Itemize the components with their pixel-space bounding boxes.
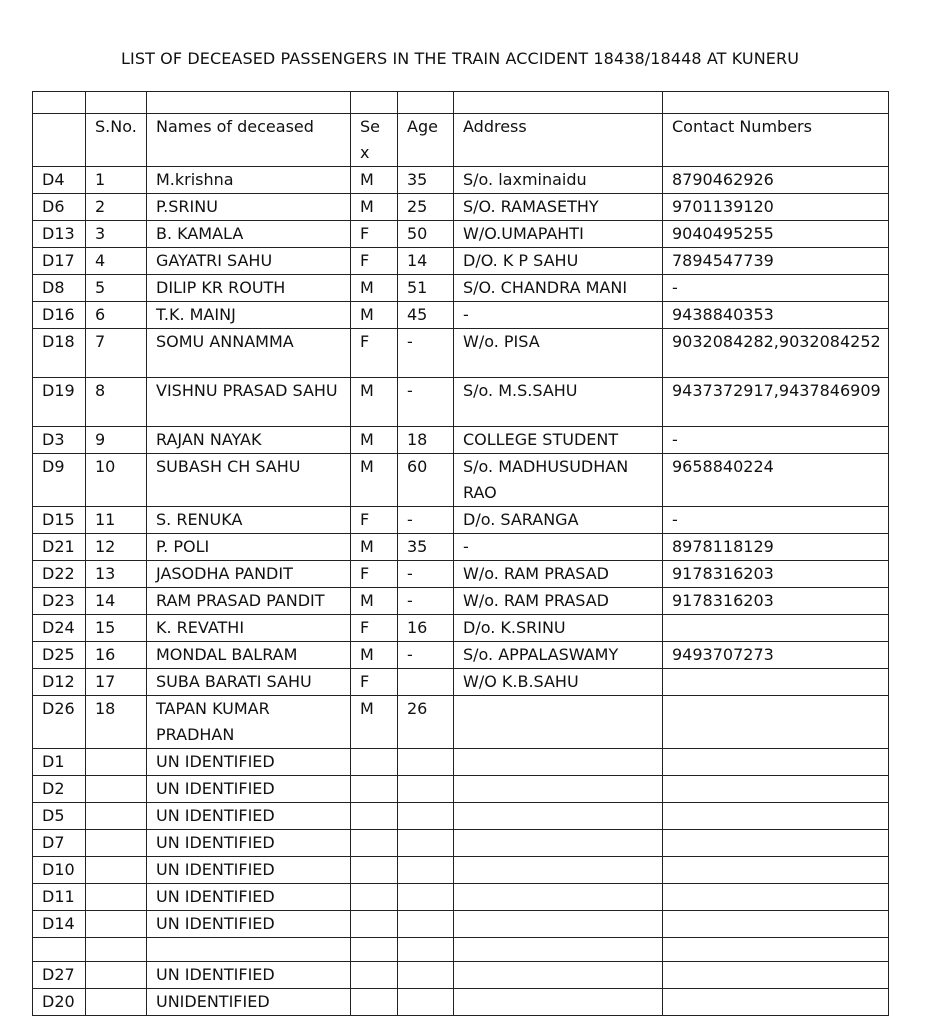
body-no-cell: D8 [33, 275, 86, 302]
body-no-cell: D7 [33, 830, 86, 857]
sex-cell: F [351, 329, 398, 378]
table-row [33, 830, 889, 857]
sex-cell: M [351, 302, 398, 329]
contact-number-cell: 9437372917,9437846909 [663, 378, 889, 427]
serial-number-cell [86, 830, 147, 857]
contact-number-cell: - [663, 427, 889, 454]
header-sex-line1: Se [360, 117, 380, 136]
body-no-cell: D5 [33, 803, 86, 830]
serial-number-cell: 15 [86, 615, 147, 642]
age-cell: - [398, 507, 454, 534]
sex-cell: M [351, 454, 398, 507]
serial-number-cell: 3 [86, 221, 147, 248]
age-cell: 35 [398, 167, 454, 194]
sex-cell: M [351, 275, 398, 302]
table-row [33, 561, 889, 588]
serial-number-cell [86, 962, 147, 989]
address-cell: S/o. laxminaidu [454, 167, 663, 194]
header-row [33, 114, 889, 167]
address-cell: S/O. RAMASETHY [454, 194, 663, 221]
spacer-cell [33, 92, 86, 114]
age-cell [398, 749, 454, 776]
serial-number-cell: 8 [86, 378, 147, 427]
sex-cell: F [351, 507, 398, 534]
age-cell [398, 857, 454, 884]
header-name: Names of deceased [147, 114, 351, 167]
contact-number-cell: 8978118129 [663, 534, 889, 561]
deceased-name-cell: SUBA BARATI SAHU [147, 669, 351, 696]
header-sex [351, 114, 398, 167]
serial-number-cell [86, 938, 147, 962]
serial-number-cell [86, 989, 147, 1016]
serial-number-cell: 1 [86, 167, 147, 194]
address-cell: D/O. K P SAHU [454, 248, 663, 275]
serial-number-cell: 14 [86, 588, 147, 615]
table-row [33, 642, 889, 669]
serial-number-cell: 16 [86, 642, 147, 669]
deceased-name-cell: S. RENUKA [147, 507, 351, 534]
serial-number-cell: 10 [86, 454, 147, 507]
table-row [33, 454, 889, 507]
address-cell: W/o. RAM PRASAD [454, 588, 663, 615]
body-no-cell: D2 [33, 776, 86, 803]
deceased-name-cell: SUBASH CH SAHU [147, 454, 351, 507]
deceased-name-cell: UN IDENTIFIED [147, 749, 351, 776]
sex-cell: M [351, 194, 398, 221]
contact-number-cell [663, 669, 889, 696]
sex-cell [351, 911, 398, 938]
body-no-cell: D9 [33, 454, 86, 507]
deceased-list-table [32, 91, 889, 1016]
table-row [33, 248, 889, 275]
serial-number-cell: 6 [86, 302, 147, 329]
spacer-cell [398, 92, 454, 114]
deceased-name-cell: MONDAL BALRAM [147, 642, 351, 669]
body-no-cell: D27 [33, 962, 86, 989]
address-cell: - [454, 534, 663, 561]
table-row [33, 884, 889, 911]
contact-number-cell: - [663, 507, 889, 534]
address-cell [454, 830, 663, 857]
spacer-cell [454, 92, 663, 114]
age-cell [398, 911, 454, 938]
table-row [33, 938, 889, 962]
spacer-cell [663, 92, 889, 114]
age-cell: 18 [398, 427, 454, 454]
age-cell: 35 [398, 534, 454, 561]
body-no-cell: D20 [33, 989, 86, 1016]
table-row [33, 275, 889, 302]
address-cell: S/o. MADHUSUDHAN RAO [454, 454, 663, 507]
body-no-cell: D11 [33, 884, 86, 911]
address-cell: W/O.UMAPAHTI [454, 221, 663, 248]
spacer-cell [351, 92, 398, 114]
sex-cell: F [351, 561, 398, 588]
header-sex-line2: x [360, 143, 370, 162]
contact-number-cell: 9178316203 [663, 561, 889, 588]
address-cell [454, 962, 663, 989]
deceased-name-cell: P.SRINU [147, 194, 351, 221]
sex-cell [351, 830, 398, 857]
contact-number-cell [663, 989, 889, 1016]
serial-number-cell: 17 [86, 669, 147, 696]
age-cell: - [398, 561, 454, 588]
table-row [33, 857, 889, 884]
contact-number-cell: - [663, 275, 889, 302]
deceased-name-cell: UN IDENTIFIED [147, 962, 351, 989]
spacer-cell [86, 92, 147, 114]
contact-number-cell: 7894547739 [663, 248, 889, 275]
serial-number-cell [86, 803, 147, 830]
deceased-name-cell: UN IDENTIFIED [147, 803, 351, 830]
sex-cell: M [351, 427, 398, 454]
address-cell [454, 938, 663, 962]
age-cell: 16 [398, 615, 454, 642]
body-no-cell: D14 [33, 911, 86, 938]
table-row [33, 221, 889, 248]
age-cell: - [398, 329, 454, 378]
contact-number-cell: 9701139120 [663, 194, 889, 221]
address-cell [454, 696, 663, 749]
body-no-cell [33, 938, 86, 962]
sex-cell: M [351, 534, 398, 561]
table-row [33, 989, 889, 1016]
table-row [33, 329, 889, 378]
table-row [33, 302, 889, 329]
age-cell: 60 [398, 454, 454, 507]
deceased-name-cell: M.krishna [147, 167, 351, 194]
age-cell: - [398, 588, 454, 615]
address-cell: W/o. RAM PRASAD [454, 561, 663, 588]
contact-number-cell [663, 749, 889, 776]
address-cell: S/o. APPALASWAMY [454, 642, 663, 669]
serial-number-cell: 2 [86, 194, 147, 221]
spacer-row [33, 92, 889, 114]
address-cell [454, 911, 663, 938]
table-row [33, 194, 889, 221]
age-cell [398, 803, 454, 830]
sex-cell: M [351, 696, 398, 749]
deceased-name-cell: DILIP KR ROUTH [147, 275, 351, 302]
contact-number-cell: 9658840224 [663, 454, 889, 507]
age-cell [398, 776, 454, 803]
spacer-cell [147, 92, 351, 114]
deceased-name-cell: T.K. MAINJ [147, 302, 351, 329]
sex-cell [351, 776, 398, 803]
age-cell: 45 [398, 302, 454, 329]
table-row [33, 378, 889, 427]
deceased-name-cell: UN IDENTIFIED [147, 776, 351, 803]
deceased-name-cell: RAM PRASAD PANDIT [147, 588, 351, 615]
age-cell: 14 [398, 248, 454, 275]
deceased-name-cell: P. POLI [147, 534, 351, 561]
serial-number-cell [86, 884, 147, 911]
contact-number-cell: 9040495255 [663, 221, 889, 248]
table-row [33, 776, 889, 803]
table-row [33, 669, 889, 696]
address-cell: W/o. PISA [454, 329, 663, 378]
header-address: Address [454, 114, 663, 167]
body-no-cell: D17 [33, 248, 86, 275]
address-cell: D/o. K.SRINU [454, 615, 663, 642]
serial-number-cell: 13 [86, 561, 147, 588]
address-cell: D/o. SARANGA [454, 507, 663, 534]
contact-number-cell [663, 615, 889, 642]
table-row [33, 803, 889, 830]
deceased-name-cell: UN IDENTIFIED [147, 884, 351, 911]
contact-number-cell [663, 938, 889, 962]
age-cell: 50 [398, 221, 454, 248]
address-cell [454, 749, 663, 776]
deceased-name-cell: JASODHA PANDIT [147, 561, 351, 588]
age-cell [398, 830, 454, 857]
serial-number-cell [86, 857, 147, 884]
contact-number-cell [663, 962, 889, 989]
address-cell [454, 884, 663, 911]
address-cell [454, 776, 663, 803]
body-no-cell: D26 [33, 696, 86, 749]
address-cell [454, 989, 663, 1016]
contact-number-cell [663, 911, 889, 938]
header-contact: Contact Numbers [663, 114, 889, 167]
age-cell [398, 884, 454, 911]
age-cell [398, 962, 454, 989]
contact-number-cell [663, 857, 889, 884]
serial-number-cell: 5 [86, 275, 147, 302]
table-body [33, 92, 889, 1016]
deceased-name-cell: SOMU ANNAMMA [147, 329, 351, 378]
age-cell [398, 938, 454, 962]
serial-number-cell: 9 [86, 427, 147, 454]
body-no-cell: D22 [33, 561, 86, 588]
deceased-name-cell: UN IDENTIFIED [147, 857, 351, 884]
sex-cell: F [351, 248, 398, 275]
body-no-cell: D18 [33, 329, 86, 378]
sex-cell [351, 803, 398, 830]
serial-number-cell [86, 749, 147, 776]
deceased-name-cell: UNIDENTIFIED [147, 989, 351, 1016]
table-row [33, 534, 889, 561]
sex-cell [351, 962, 398, 989]
age-cell: 51 [398, 275, 454, 302]
deceased-name-cell: B. KAMALA [147, 221, 351, 248]
sex-cell [351, 749, 398, 776]
sex-cell [351, 884, 398, 911]
deceased-name-cell: VISHNU PRASAD SAHU [147, 378, 351, 427]
body-no-cell: D10 [33, 857, 86, 884]
address-cell: S/o. M.S.SAHU [454, 378, 663, 427]
body-no-cell: D16 [33, 302, 86, 329]
table-row [33, 507, 889, 534]
age-cell [398, 669, 454, 696]
serial-number-cell: 4 [86, 248, 147, 275]
body-no-cell: D19 [33, 378, 86, 427]
address-cell: COLLEGE STUDENT [454, 427, 663, 454]
body-no-cell: D23 [33, 588, 86, 615]
body-no-cell: D21 [33, 534, 86, 561]
contact-number-cell: 9178316203 [663, 588, 889, 615]
table-row [33, 962, 889, 989]
sex-cell [351, 938, 398, 962]
deceased-name-cell: UN IDENTIFIED [147, 830, 351, 857]
age-cell: 25 [398, 194, 454, 221]
contact-number-cell: 9438840353 [663, 302, 889, 329]
header-body-no [33, 114, 86, 167]
deceased-name-cell: GAYATRI SAHU [147, 248, 351, 275]
body-no-cell: D25 [33, 642, 86, 669]
contact-number-cell [663, 830, 889, 857]
sex-cell: M [351, 167, 398, 194]
serial-number-cell [86, 911, 147, 938]
age-cell [398, 989, 454, 1016]
address-cell: - [454, 302, 663, 329]
table-row [33, 167, 889, 194]
address-cell [454, 803, 663, 830]
table-row [33, 588, 889, 615]
body-no-cell: D24 [33, 615, 86, 642]
body-no-cell: D15 [33, 507, 86, 534]
contact-number-cell: 8790462926 [663, 167, 889, 194]
table-row [33, 427, 889, 454]
sex-cell: M [351, 588, 398, 615]
sex-cell [351, 857, 398, 884]
contact-number-cell: 9493707273 [663, 642, 889, 669]
serial-number-cell: 7 [86, 329, 147, 378]
serial-number-cell: 18 [86, 696, 147, 749]
serial-number-cell: 11 [86, 507, 147, 534]
serial-number-cell [86, 776, 147, 803]
deceased-name-cell: RAJAN NAYAK [147, 427, 351, 454]
body-no-cell: D12 [33, 669, 86, 696]
contact-number-cell [663, 803, 889, 830]
deceased-name-cell: UN IDENTIFIED [147, 911, 351, 938]
deceased-name-cell [147, 938, 351, 962]
sex-cell: F [351, 615, 398, 642]
body-no-cell: D1 [33, 749, 86, 776]
table-row [33, 696, 889, 749]
age-cell: - [398, 642, 454, 669]
deceased-name-cell: K. REVATHI [147, 615, 351, 642]
sex-cell: F [351, 669, 398, 696]
header-age: Age [398, 114, 454, 167]
contact-number-cell [663, 884, 889, 911]
contact-number-cell [663, 696, 889, 749]
table-row [33, 911, 889, 938]
body-no-cell: D6 [33, 194, 86, 221]
age-cell: 26 [398, 696, 454, 749]
address-cell: S/O. CHANDRA MANI [454, 275, 663, 302]
table-row [33, 749, 889, 776]
contact-number-cell: 9032084282,9032084252 [663, 329, 889, 378]
age-cell: - [398, 378, 454, 427]
body-no-cell: D4 [33, 167, 86, 194]
sex-cell: M [351, 642, 398, 669]
contact-number-cell [663, 776, 889, 803]
body-no-cell: D3 [33, 427, 86, 454]
header-sno: S.No. [86, 114, 147, 167]
address-cell: W/O K.B.SAHU [454, 669, 663, 696]
sex-cell: F [351, 221, 398, 248]
address-cell [454, 857, 663, 884]
page-title: LIST OF DECEASED PASSENGERS IN THE TRAIN ACCIDENT 18438/18448 AT KUNERU [120, 49, 800, 68]
serial-number-cell: 12 [86, 534, 147, 561]
body-no-cell: D13 [33, 221, 86, 248]
deceased-name-cell: TAPAN KUMAR PRADHAN [147, 696, 351, 749]
sex-cell [351, 989, 398, 1016]
table-row [33, 615, 889, 642]
sex-cell: M [351, 378, 398, 427]
